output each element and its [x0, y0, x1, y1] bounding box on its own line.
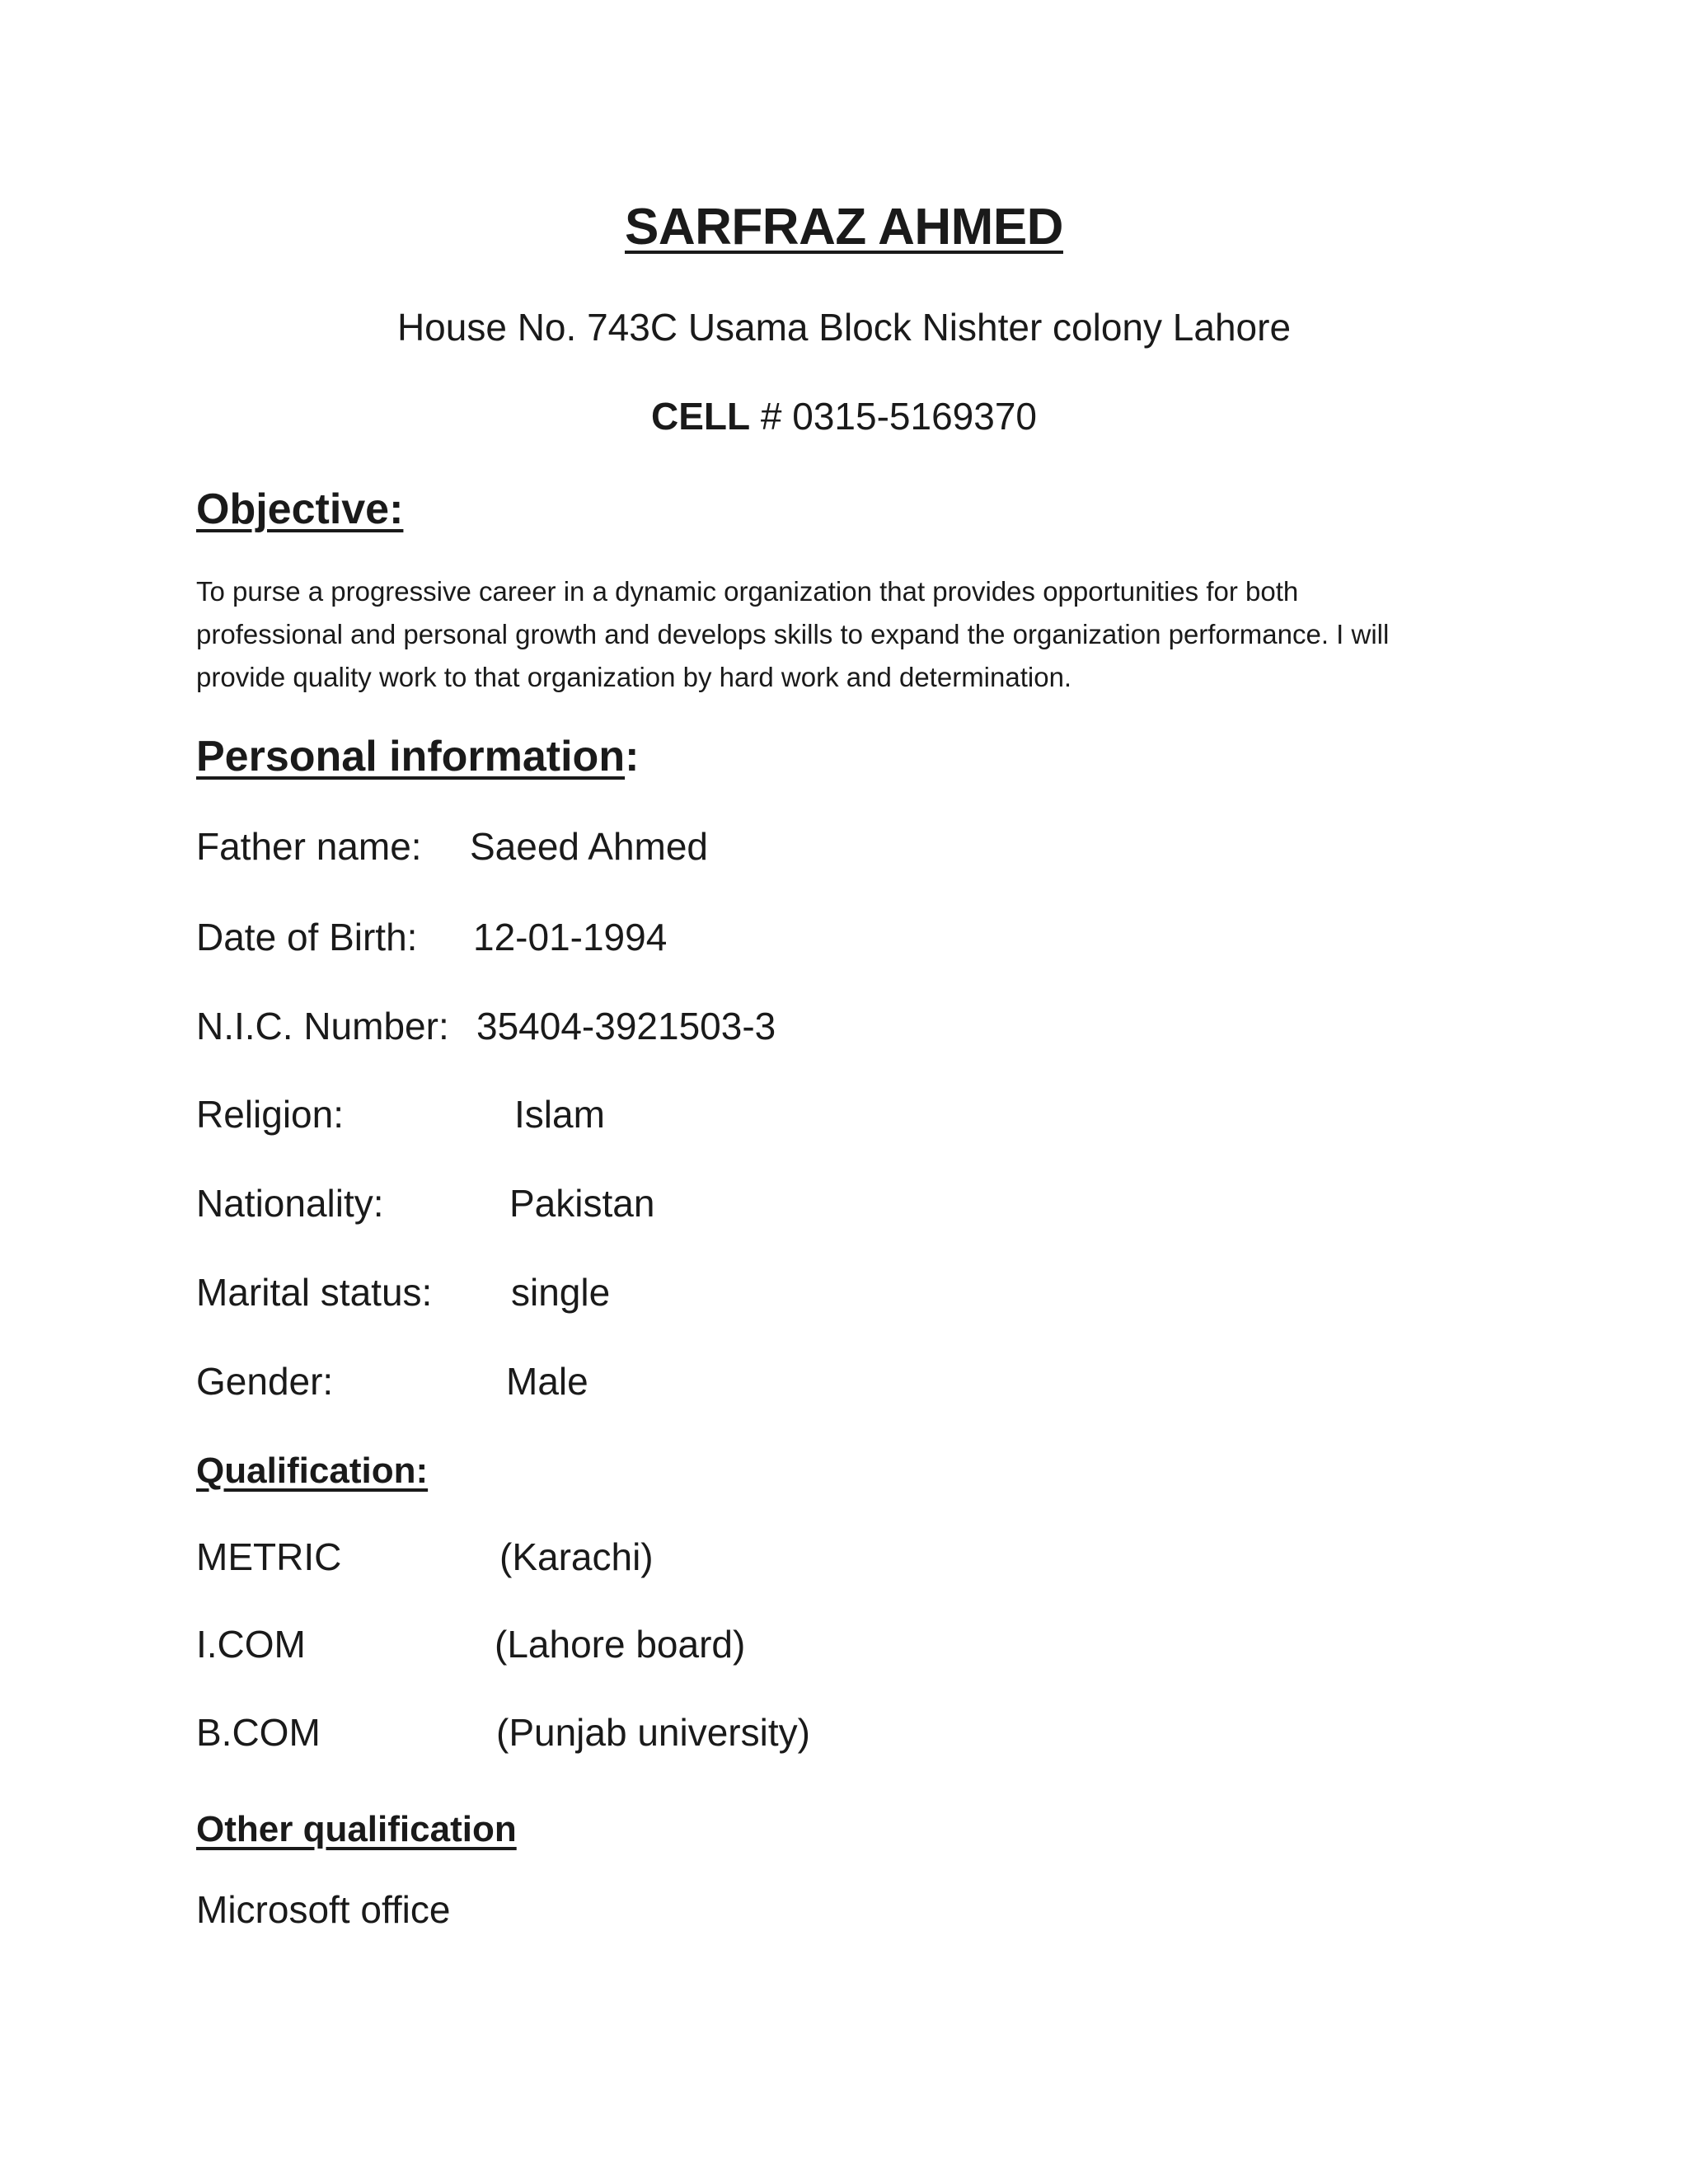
other-qualification-item: Microsoft office — [196, 1888, 451, 1931]
field-label: Father name: — [196, 825, 422, 868]
field-value: 35404-3921503-3 — [476, 1005, 776, 1047]
field-value: 12-01-1994 — [473, 916, 668, 958]
objective-text: To purse a progressive career in a dynamic organization that provides opportunities for both professional and personal growth and develops skills to expand the organization performance. I will provide quality work to that organization by hard work and determination. — [196, 576, 1390, 692]
field-value: Saeed Ahmed — [470, 825, 709, 868]
personal-info-heading — [196, 732, 639, 781]
personal-info-heading-text: Personal information — [196, 733, 626, 780]
other-qualification-heading: Other qualification — [196, 1809, 517, 1849]
degree-label: I.COM — [196, 1623, 306, 1666]
field-label: Gender: — [196, 1360, 334, 1403]
address-line: House No. 743C Usama Block Nishter colony Lahore — [396, 306, 1292, 349]
qualification-heading: Qualification: — [196, 1451, 429, 1491]
cell-line — [0, 394, 1688, 438]
degree-label: METRIC — [196, 1535, 342, 1578]
institution-value: (Karachi) — [499, 1535, 654, 1578]
degree-label: B.COM — [196, 1711, 321, 1754]
field-label: N.I.C. Number: — [196, 1005, 449, 1047]
candidate-name: SARFRAZ AHMED — [625, 199, 1063, 255]
institution-value: (Lahore board) — [495, 1623, 746, 1666]
field-label: Marital status: — [196, 1271, 433, 1314]
cell-number: # 0315-5169370 — [750, 395, 1037, 438]
cell-label: CELL — [651, 395, 751, 438]
field-value: Male — [506, 1360, 588, 1403]
field-label: Nationality: — [196, 1182, 384, 1225]
field-label: Date of Birth: — [196, 916, 418, 958]
institution-value: (Punjab university) — [496, 1711, 810, 1754]
field-label: Religion: — [196, 1093, 344, 1136]
field-value: Islam — [514, 1093, 605, 1136]
field-value: Pakistan — [509, 1182, 655, 1225]
personal-info-heading-colon: : — [625, 733, 640, 780]
objective-heading: Objective: — [196, 485, 404, 533]
field-value: single — [511, 1271, 611, 1314]
